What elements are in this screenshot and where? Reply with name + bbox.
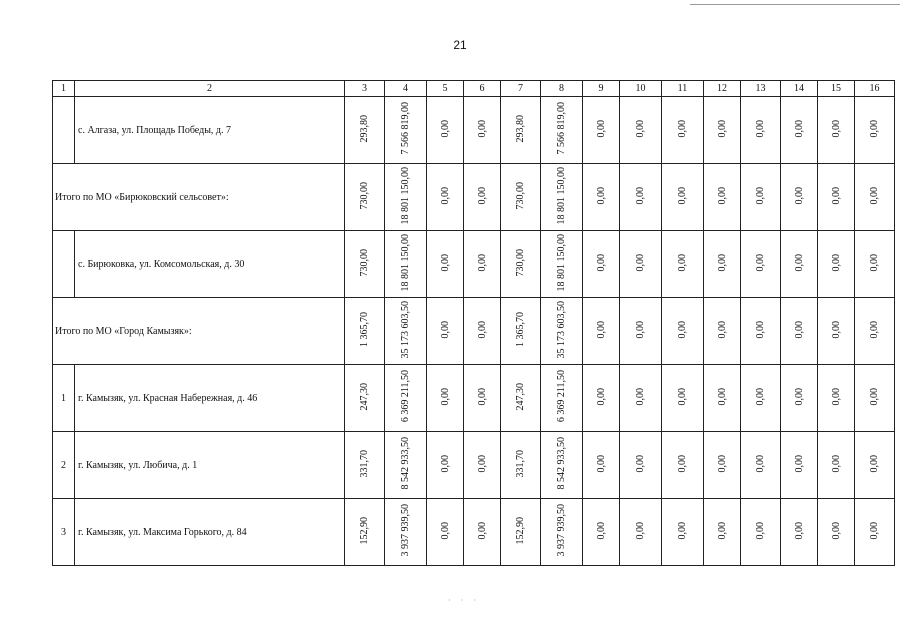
value-cell (583, 231, 620, 298)
value-cell (427, 231, 464, 298)
value-text: 0,00 (793, 387, 805, 406)
value-cell (781, 432, 818, 499)
value-cell (541, 231, 583, 298)
value-cell (781, 298, 818, 365)
data-table (52, 80, 895, 566)
value-cell (583, 499, 620, 566)
table-row (53, 365, 895, 432)
value-cell (818, 365, 855, 432)
value-text: 0,00 (869, 253, 880, 272)
value-text: 0,00 (677, 186, 688, 205)
value-text: 0,00 (869, 119, 880, 138)
value-text: 0,00 (476, 186, 488, 205)
value-text: 247,30 (515, 382, 526, 411)
scan-noise: · · · (448, 596, 480, 605)
value-text: 0,00 (830, 454, 842, 473)
value-cell (345, 164, 385, 231)
value-cell (855, 432, 895, 499)
value-cell (818, 164, 855, 231)
top-edge-line (690, 4, 900, 5)
value-cell (741, 164, 781, 231)
table-row (53, 499, 895, 566)
total-row (53, 164, 895, 231)
value-cell (704, 298, 741, 365)
header-cell: 2 (75, 81, 345, 97)
value-text: 0,00 (716, 253, 728, 272)
value-text: 35 173 603,50 (556, 300, 567, 359)
value-text: 0,00 (793, 454, 805, 473)
header-cell: 16 (855, 81, 895, 97)
value-text: 0,00 (476, 387, 488, 406)
value-cell (620, 432, 662, 499)
value-cell (501, 298, 541, 365)
value-text: 0,00 (476, 253, 488, 272)
value-cell (464, 432, 501, 499)
value-cell (741, 231, 781, 298)
value-text: 0,00 (595, 320, 607, 339)
value-cell (464, 365, 501, 432)
address-label: с. Алгаза, ул. Площадь Победы, д. 7 (75, 97, 345, 164)
value-text: 0,00 (869, 320, 880, 339)
value-cell (385, 97, 427, 164)
value-text: 0,00 (830, 253, 842, 272)
value-cell (385, 499, 427, 566)
value-text: 0,00 (595, 521, 607, 540)
value-text: 0,00 (635, 186, 646, 205)
value-cell (501, 365, 541, 432)
total-row (53, 298, 895, 365)
value-text: 730,00 (515, 181, 526, 210)
value-text: 0,00 (755, 253, 766, 272)
value-cell (541, 298, 583, 365)
value-text: 0,00 (595, 387, 607, 406)
value-text: 18 801 150,00 (556, 166, 567, 225)
value-cell (541, 97, 583, 164)
value-text: 0,00 (439, 387, 451, 406)
value-cell (345, 97, 385, 164)
value-text: 0,00 (635, 521, 646, 540)
value-cell (345, 298, 385, 365)
address-label: г. Камызяк, ул. Красная Набережная, д. 46 (75, 365, 345, 432)
value-text: 0,00 (830, 521, 842, 540)
value-cell (662, 97, 704, 164)
page-number: 21 (453, 38, 467, 52)
value-text: 0,00 (595, 119, 607, 138)
value-text: 0,00 (716, 186, 728, 205)
value-text: 0,00 (677, 521, 688, 540)
value-text: 0,00 (476, 119, 488, 138)
value-text: 0,00 (595, 454, 607, 473)
value-text: 7 566 819,00 (556, 102, 567, 155)
value-text: 0,00 (716, 454, 728, 473)
value-cell (345, 432, 385, 499)
table-row (53, 432, 895, 499)
value-text: 3 937 939,50 (556, 504, 567, 557)
address-label: с. Бирюковка, ул. Комсомольская, д. 30 (75, 231, 345, 298)
value-cell (704, 231, 741, 298)
value-cell (427, 365, 464, 432)
value-text: 0,00 (439, 186, 451, 205)
value-cell (501, 499, 541, 566)
value-cell (818, 97, 855, 164)
value-cell (662, 432, 704, 499)
value-cell (583, 97, 620, 164)
value-text: 0,00 (793, 186, 805, 205)
value-text: 331,70 (359, 449, 370, 478)
value-text: 0,00 (595, 186, 607, 205)
value-cell (781, 499, 818, 566)
value-cell (385, 231, 427, 298)
value-cell (583, 365, 620, 432)
value-cell (781, 97, 818, 164)
header-cell: 6 (464, 81, 501, 97)
value-text: 0,00 (439, 320, 451, 339)
value-cell (662, 365, 704, 432)
value-text: 0,00 (677, 320, 688, 339)
value-cell (741, 432, 781, 499)
value-cell (620, 231, 662, 298)
value-cell (427, 97, 464, 164)
value-text: 152,90 (515, 516, 526, 545)
value-cell (583, 432, 620, 499)
value-cell (464, 164, 501, 231)
total-label: Итого по МО «Бирюковский сельсовет»: (53, 164, 345, 231)
header-cell: 12 (704, 81, 741, 97)
value-cell (662, 231, 704, 298)
value-cell (345, 499, 385, 566)
value-text: 0,00 (677, 253, 688, 272)
value-cell (662, 499, 704, 566)
value-text: 730,00 (359, 248, 370, 277)
row-index: 1 (53, 365, 75, 432)
value-cell (741, 499, 781, 566)
value-cell (855, 298, 895, 365)
value-text: 152,90 (359, 516, 370, 545)
header-cell: 7 (501, 81, 541, 97)
row-index: 3 (53, 499, 75, 566)
value-text: 0,00 (793, 320, 805, 339)
value-text: 0,00 (716, 387, 728, 406)
value-cell (541, 432, 583, 499)
value-text: 0,00 (716, 521, 728, 540)
value-text: 0,00 (635, 454, 646, 473)
row-index (53, 97, 75, 164)
value-text: 0,00 (755, 387, 766, 406)
header-cell: 10 (620, 81, 662, 97)
value-text: 0,00 (830, 119, 842, 138)
header-cell: 5 (427, 81, 464, 97)
value-cell (741, 298, 781, 365)
value-cell (501, 231, 541, 298)
value-text: 0,00 (635, 253, 646, 272)
table-row (53, 97, 895, 164)
value-text: 0,00 (716, 119, 728, 138)
total-label: Итого по МО «Город Камызяк»: (53, 298, 345, 365)
value-text: 0,00 (439, 119, 451, 138)
value-text: 730,00 (515, 248, 526, 277)
header-cell: 9 (583, 81, 620, 97)
value-text: 0,00 (793, 521, 805, 540)
value-text: 0,00 (869, 521, 880, 540)
value-text: 0,00 (869, 454, 880, 473)
value-cell (385, 164, 427, 231)
value-text: 0,00 (830, 320, 842, 339)
value-text: 0,00 (793, 253, 805, 272)
value-text: 0,00 (755, 119, 766, 138)
value-text: 0,00 (677, 119, 688, 138)
row-index: 2 (53, 432, 75, 499)
value-text: 0,00 (439, 253, 451, 272)
value-cell (818, 231, 855, 298)
value-cell (855, 97, 895, 164)
value-cell (704, 499, 741, 566)
value-cell (345, 231, 385, 298)
value-cell (464, 231, 501, 298)
value-cell (541, 164, 583, 231)
value-text: 0,00 (869, 186, 880, 205)
value-text: 0,00 (716, 320, 728, 339)
value-cell (704, 164, 741, 231)
value-text: 0,00 (439, 521, 451, 540)
value-cell (345, 365, 385, 432)
value-text: 6 369 211,50 (400, 370, 411, 423)
value-cell (501, 97, 541, 164)
value-cell (501, 432, 541, 499)
header-cell: 13 (741, 81, 781, 97)
value-text: 0,00 (635, 320, 646, 339)
value-text: 0,00 (755, 521, 766, 540)
value-cell (385, 365, 427, 432)
value-cell (781, 365, 818, 432)
value-text: 7 566 819,00 (400, 102, 411, 155)
value-cell (704, 365, 741, 432)
value-cell (427, 432, 464, 499)
value-text: 35 173 603,50 (400, 300, 411, 359)
value-cell (385, 432, 427, 499)
value-text: 18 801 150,00 (556, 233, 567, 292)
value-cell (464, 97, 501, 164)
value-cell (855, 499, 895, 566)
value-cell (541, 365, 583, 432)
value-cell (741, 365, 781, 432)
value-cell (662, 164, 704, 231)
value-text: 18 801 150,00 (400, 166, 411, 225)
value-text: 0,00 (635, 387, 646, 406)
value-text: 0,00 (755, 320, 766, 339)
value-text: 0,00 (793, 119, 805, 138)
value-text: 331,70 (515, 449, 526, 478)
value-cell (704, 432, 741, 499)
value-text: 730,00 (359, 181, 370, 210)
value-text: 0,00 (476, 521, 488, 540)
value-cell (818, 432, 855, 499)
value-cell (818, 499, 855, 566)
value-cell (583, 164, 620, 231)
value-cell (741, 97, 781, 164)
value-text: 247,30 (359, 382, 370, 411)
value-cell (781, 164, 818, 231)
value-cell (385, 298, 427, 365)
header-cell: 4 (385, 81, 427, 97)
value-cell (855, 164, 895, 231)
value-cell (818, 298, 855, 365)
value-cell (427, 164, 464, 231)
value-cell (427, 298, 464, 365)
value-cell (781, 231, 818, 298)
value-cell (464, 298, 501, 365)
value-cell (427, 499, 464, 566)
value-text: 1 365,70 (515, 312, 526, 347)
header-cell: 15 (818, 81, 855, 97)
value-cell (855, 365, 895, 432)
value-text: 0,00 (677, 454, 688, 473)
value-cell (583, 298, 620, 365)
header-cell: 3 (345, 81, 385, 97)
value-text: 1 365,70 (359, 312, 370, 347)
header-cell: 11 (662, 81, 704, 97)
value-cell (620, 499, 662, 566)
value-text: 0,00 (869, 387, 880, 406)
value-text: 0,00 (476, 454, 488, 473)
address-label: г. Камызяк, ул. Любича, д. 1 (75, 432, 345, 499)
header-cell: 1 (53, 81, 75, 97)
value-cell (855, 231, 895, 298)
table-row (53, 231, 895, 298)
header-row (53, 81, 895, 97)
value-text: 293,80 (515, 114, 526, 143)
value-text: 0,00 (830, 186, 842, 205)
value-cell (620, 97, 662, 164)
value-text: 0,00 (439, 454, 451, 473)
value-cell (501, 164, 541, 231)
value-text: 0,00 (755, 454, 766, 473)
value-text: 18 801 150,00 (400, 233, 411, 292)
value-cell (704, 97, 741, 164)
value-text: 8 542 933,50 (400, 437, 411, 490)
value-cell (620, 298, 662, 365)
value-cell (620, 365, 662, 432)
value-text: 0,00 (755, 186, 766, 205)
value-cell (620, 164, 662, 231)
value-text: 8 542 933,50 (556, 437, 567, 490)
value-text: 0,00 (677, 387, 688, 406)
header-cell: 14 (781, 81, 818, 97)
value-cell (662, 298, 704, 365)
header-cell: 8 (541, 81, 583, 97)
value-text: 6 369 211,50 (556, 370, 567, 423)
row-index (53, 231, 75, 298)
value-cell (464, 499, 501, 566)
address-label: г. Камызяк, ул. Максима Горького, д. 84 (75, 499, 345, 566)
value-text: 293,80 (359, 114, 370, 143)
value-text: 3 937 939,50 (400, 504, 411, 557)
value-text: 0,00 (635, 119, 646, 138)
value-text: 0,00 (476, 320, 488, 339)
value-text: 0,00 (595, 253, 607, 272)
value-text: 0,00 (830, 387, 842, 406)
value-cell (541, 499, 583, 566)
